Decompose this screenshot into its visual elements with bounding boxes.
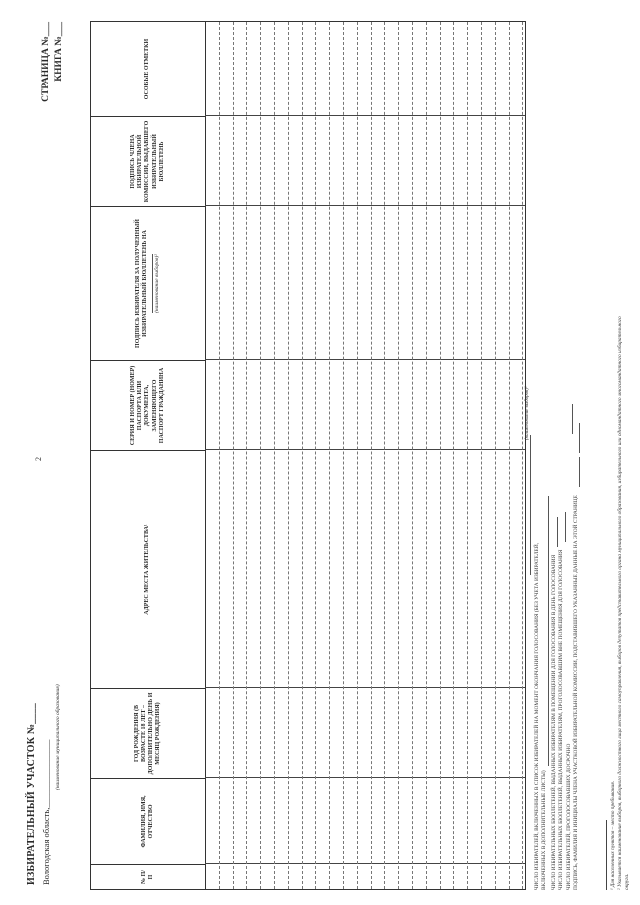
table-row-line [260, 22, 261, 889]
footnote-2: ² Указывается наименование выборов, выборного должностного лица местного самоуправления, выборов депутатов представительного органа муниципального образования, избирательного или одномандатного многомандатного избирательного [617, 316, 623, 890]
table-row-line [412, 22, 413, 889]
footer-fill-line [559, 512, 566, 542]
footer-ballots-outside: ЧИСЛО ИЗБИРАТЕЛЬНЫХ БЮЛЛЕТЕНЕЙ, ВЫДАННЫХ ИЗБИРАТЕЛЯМ, ПРОГОЛОСОВАВШИМ ВНЕ ПОМЕЩЕНИЯ ДЛЯ ГОЛОСОВАНИЯ [558, 549, 565, 890]
table-row-line [219, 22, 220, 889]
footnote-separator [606, 820, 607, 890]
col-header-member-signature-label: ПОДПИСЬ ЧЛЕНА ИЗБИРАТЕЛЬНОЙ КОМИССИИ, ВЫДАВШЕГО ИЗБИРАТЕЛЬНЫЙ БЮЛЛЕТЕНЬ [129, 120, 165, 203]
footer-ballots-outside-row [558, 20, 565, 890]
table-row-line [453, 22, 454, 889]
col-header-voter-signature-label: ПОДПИСЬ ИЗБИРАТЕЛЯ ЗА ПОЛУЧЕННЫЙ ИЗБИРАТЕЛЬНЫЙ БЮЛЛЕТЕНЬ НА [134, 219, 148, 348]
column-divider [205, 449, 525, 450]
page-label: СТРАНИЦА №___ [41, 22, 51, 102]
footer-elections-caption: (наименование выборов)² [525, 386, 530, 440]
table-row-line [288, 22, 289, 889]
col-header-full-name-label: ФАМИЛИЯ, ИМЯ, ОТЧЕСТВО [140, 795, 154, 848]
col-header-address-label: АДРЕС МЕСТА ЖИТЕЛЬСТВА¹ [144, 524, 151, 615]
footnote-1: ¹ Для населенных пунктов – место пребывания. [610, 780, 616, 890]
elections-name-line [530, 435, 531, 575]
footer-member-signature-row [573, 20, 580, 890]
col-header-birth-year-label: ГОД РОЖДЕНИЯ (В ВОЗРАСТЕ 18 ЛЕТ – ДОПОЛНИТЕЛЬНО ДЕНЬ И МЕСЯЦ РОЖДЕНИЯ) [133, 692, 162, 775]
column-divider [205, 205, 525, 206]
col-header-voter-signature [91, 206, 205, 360]
column-divider [205, 777, 525, 778]
footnote-2-cont: округа. [624, 873, 630, 890]
col-header-full-name [91, 778, 205, 864]
book-label: КНИГА №___ [54, 22, 64, 82]
footer-fill-line [566, 404, 573, 434]
table-row-line [398, 22, 399, 889]
column-divider [205, 359, 525, 360]
region-line: Вологодская область,________________ [41, 739, 51, 885]
footer-fill-line [573, 423, 580, 453]
footer-total-voters-cont-row [541, 20, 548, 890]
col-header-number-label: № П/П [140, 870, 154, 884]
table-row-line [440, 22, 441, 889]
table-row-line [246, 22, 247, 889]
footer-member-signature: ПОДПИСЬ, ФАМИЛИЯ И ИНИЦИАЛЫ ЧЛЕНА УЧАСТКОВОЙ ИЗБИРАТЕЛЬНОЙ КОМИССИИ, ПОДСТАВИВШЕГО УКАЗАННЫЕ ДАННЫЕ НА ЭТОЙ СТРАНИЦЕ [573, 495, 580, 890]
table-row-line [467, 22, 468, 889]
col-header-voter-signature-note: (наименование выборов)² [154, 254, 161, 313]
table-row-line [371, 22, 372, 889]
col-header-address [91, 450, 205, 688]
table-row-line [481, 22, 482, 889]
table-row-line [329, 22, 330, 889]
footer-total-voters: ЧИСЛО ИЗБИРАТЕЛЕЙ, ВКЛЮЧЕННЫХ В СПИСОК ИЗБИРАТЕЛЕЙ НА МОМЕНТ ОКОНЧАНИЯ ГОЛОСОВАНИЯ (БЕЗ УЧЕТА ИЗБИРАТЕЛЕЙ, [534, 542, 540, 890]
table-row-line [315, 22, 316, 889]
col-header-passport [91, 360, 205, 450]
footer-ballots-in-room: ЧИСЛО ИЗБИРАТЕЛЬНЫХ БЮЛЛЕТЕНЕЙ, ВЫДАННЫХ ИЗБИРАТЕЛЯМ В ПОМЕЩЕНИИ ДЛЯ ГОЛОСОВАНИЯ В ДЕНЬ ГОЛОСОВАНИЯ [550, 554, 557, 890]
column-divider [205, 115, 525, 116]
table-row-line [495, 22, 496, 889]
footer-early-voters-row [566, 20, 573, 890]
col-header-number [91, 864, 205, 889]
table-row-line [357, 22, 358, 889]
form-footer [525, 20, 580, 890]
table-row-line [426, 22, 427, 889]
table-row-line [343, 22, 344, 889]
header-left [26, 684, 61, 885]
col-header-birth-year [91, 688, 205, 778]
col-header-special-marks-label: ОСОБЫЕ ОТМЕТКИ [144, 38, 151, 100]
table-body [205, 22, 525, 889]
precinct-title: ИЗБИРАТЕЛЬНЫЙ УЧАСТОК №____ [26, 703, 37, 885]
voter-list-table [90, 21, 526, 890]
region-caption: (наименование муниципального образования) [55, 684, 61, 790]
table-row-line [509, 22, 510, 889]
col-header-member-signature [91, 116, 205, 206]
table-row-line [384, 22, 385, 889]
footnotes [610, 20, 631, 890]
table-row-line [233, 22, 234, 889]
header-right [40, 22, 66, 102]
footer-fill-line [573, 457, 580, 487]
col-header-passport-label: СЕРИЯ И НОМЕР (НОМЕР) ПАСПОРТА ИЛИ ДОКУМЕНТА, ЗАМЕНЯЮЩЕГО ПАСПОРТ ГРАЖДАНИНА [129, 365, 165, 446]
footer-fill-line [551, 517, 558, 547]
footer-total-voters-cont: ВКЛЮЧЕННЫХ В ДОПОЛНИТЕЛЬНЫЕ ЛИСТЫ) [541, 770, 548, 890]
footer-early-voters: ЧИСЛО ИЗБИРАТЕЛЕЙ, ПРОГОЛОСОВАВШИХ ДОСРОЧНО [565, 743, 572, 890]
col-header-special-marks [91, 22, 205, 116]
column-divider [205, 687, 525, 688]
table-row-line [522, 22, 523, 889]
footer-fill-line [542, 496, 549, 766]
page-number: 2 [34, 457, 43, 461]
table-row-line [302, 22, 303, 889]
column-divider [205, 863, 525, 864]
table-row-line [274, 22, 275, 889]
